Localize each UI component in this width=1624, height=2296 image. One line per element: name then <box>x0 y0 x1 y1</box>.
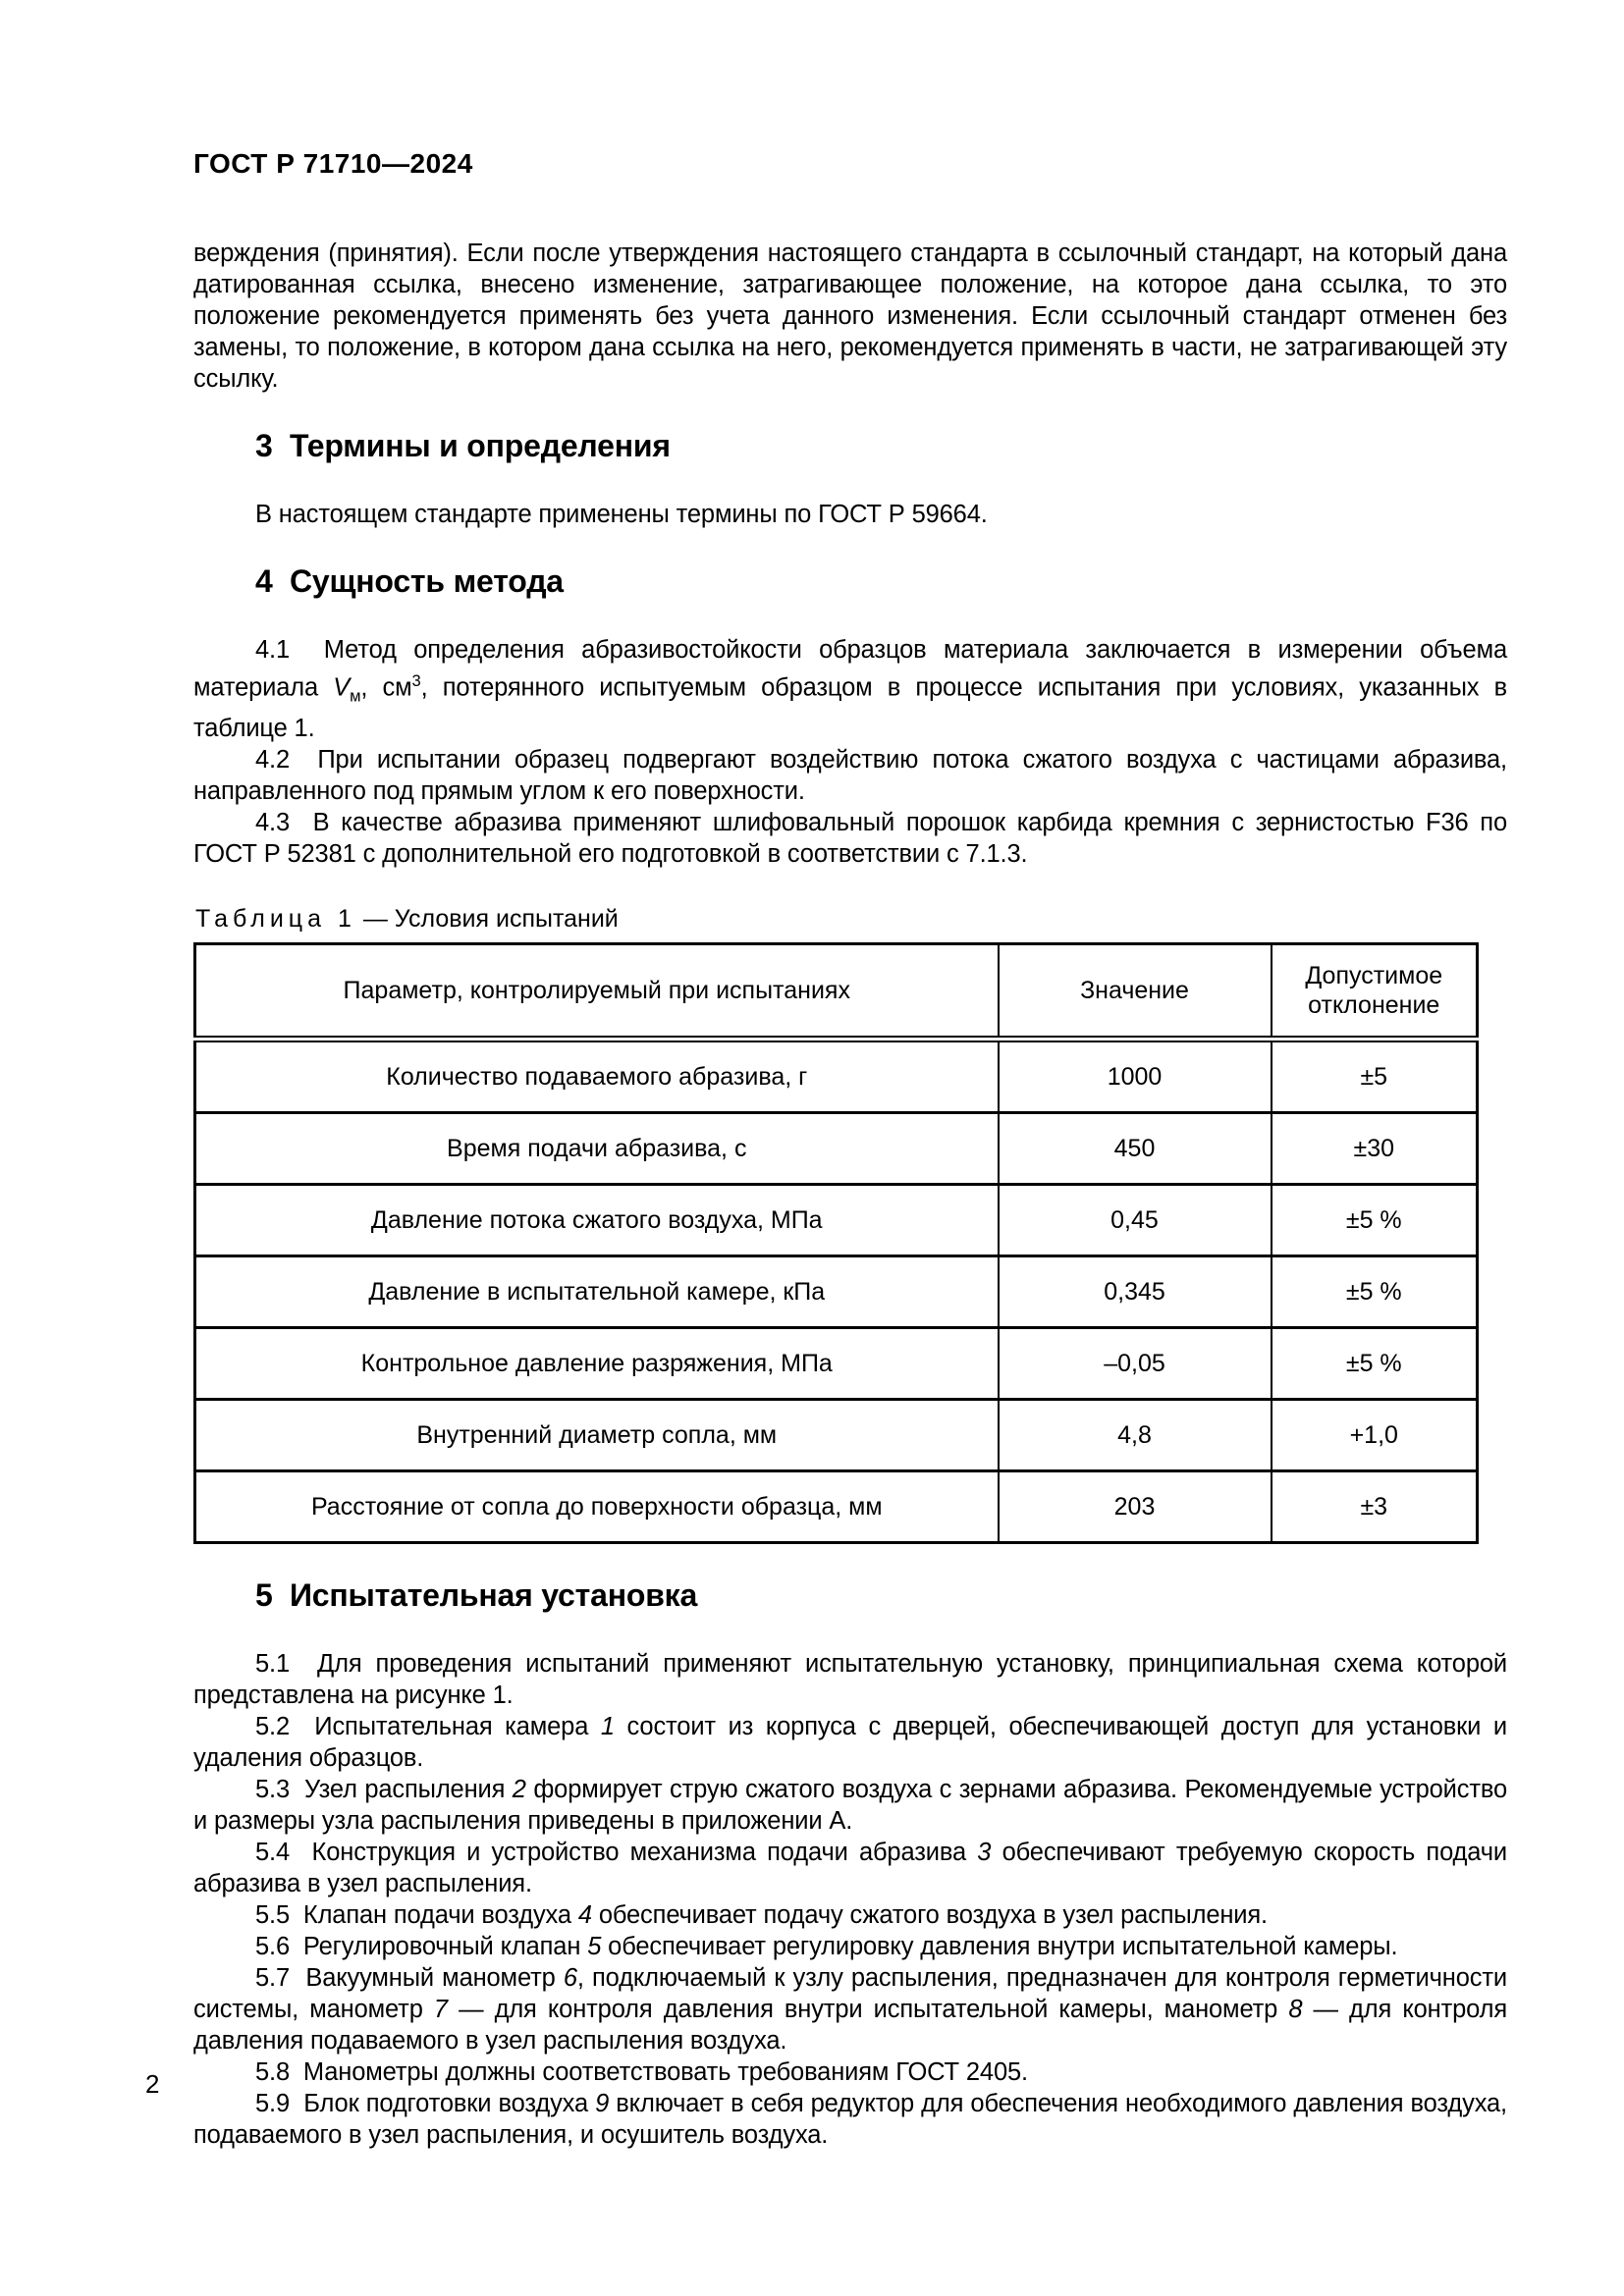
table-1-caption-label: Таблица 1 <box>195 904 356 933</box>
paragraph-4-1 <box>193 634 1507 744</box>
table-cell: 0,345 <box>999 1255 1272 1327</box>
paragraph-5-3 <box>193 1774 1507 1837</box>
table-cell: ±5 % <box>1272 1255 1478 1327</box>
page-number: 2 <box>145 2069 160 2099</box>
table-cell: ±5 % <box>1272 1327 1478 1399</box>
paragraph-5-2 <box>193 1711 1507 1774</box>
paragraph-5-4-text: 5.4 Конструкция и устройство механизма подачи абразива <box>255 1838 978 1866</box>
table-cell: Количество подаваемого абразива, г <box>195 1039 999 1112</box>
paragraph-5-5-text: 5.5 Клапан подачи воздуха <box>255 1900 578 1929</box>
table-cell: Давление в испытательной камере, кПа <box>195 1255 999 1327</box>
paragraph-4-1-text: , см <box>360 673 412 702</box>
paragraph-4-1-text: , потерянного испытуемым образцом в процессе испытания при условиях, указанных в таблице 1. <box>193 673 1507 742</box>
table-cell: ±30 <box>1272 1112 1478 1184</box>
table-row <box>195 1255 1478 1327</box>
table-header-row <box>195 943 1478 1039</box>
table-row <box>195 1399 1478 1470</box>
table-cell: Давление потока сжатого воздуха, МПа <box>195 1184 999 1255</box>
table-cell: Расстояние от сопла до поверхности образца, мм <box>195 1470 999 1542</box>
table-cell: 450 <box>999 1112 1272 1184</box>
callout-5: 5 <box>587 1932 602 1960</box>
table-cell: 1000 <box>999 1039 1272 1112</box>
table-cell: Контрольное давление разряжения, МПа <box>195 1327 999 1399</box>
section-4-heading: 4 Сущность метода <box>255 563 564 599</box>
column-header-tolerance: Допустимое отклонение <box>1272 943 1478 1039</box>
section-5-heading: 5 Испытательная установка <box>255 1576 698 1613</box>
paragraph-5-6-text: 5.6 Регулировочный клапан <box>255 1932 588 1960</box>
paragraph-5-9-text: 5.9 Блок подготовки воздуха <box>255 2089 596 2117</box>
table-cell: Внутренний диаметр сопла, мм <box>195 1399 999 1470</box>
table-row <box>195 1327 1478 1399</box>
table-row <box>195 1112 1478 1184</box>
paragraph-5-1: 5.1 Для проведения испытаний применяют испытательную установку, принципиальная схема которой представлена на рисунке 1. <box>193 1649 1507 1709</box>
callout-3: 3 <box>977 1838 992 1866</box>
table-cell: –0,05 <box>999 1327 1272 1399</box>
paragraph-5-5-text: обеспечивает подачу сжатого воздуха в узел распыления. <box>591 1900 1268 1929</box>
paragraph-5-7-text: — для контроля давления подаваемого в узел распыления воздуха. <box>193 1995 1508 2055</box>
column-header-value: Значение <box>999 943 1272 1039</box>
variable-v: V <box>333 673 351 702</box>
variable-v-subscript: м <box>350 686 361 706</box>
section-3-heading: 3 Термины и определения <box>255 428 671 463</box>
callout-9: 9 <box>595 2089 610 2117</box>
table-cell: 0,45 <box>999 1184 1272 1255</box>
column-header-parameter: Параметр, контролируемый при испытаниях <box>195 943 999 1039</box>
paragraph-5-9-text: включает в себя редуктор для обеспечения необходимого давления воздуха, подаваемого в узел распыления, и осушитель воздуха. <box>193 2089 1507 2149</box>
table-cell: ±3 <box>1272 1470 1478 1542</box>
paragraph-5-6 <box>193 1931 1507 1962</box>
table-cell: ±5 <box>1272 1039 1478 1112</box>
paragraph-4-2: 4.2 При испытании образец подвергают воздействию потока сжатого воздуха с частицами абразива, направленного под прямым углом к его поверхности. <box>193 745 1507 805</box>
table-cell: 203 <box>999 1470 1272 1542</box>
table-cell: Время подачи абразива, с <box>195 1112 999 1184</box>
callout-4: 4 <box>577 1900 592 1929</box>
paragraph-5-9 <box>193 2088 1507 2151</box>
table-cell: ±5 % <box>1272 1184 1478 1255</box>
paragraph-5-3-text: 5.3 Узел распыления <box>255 1775 513 1803</box>
table-cell: +1,0 <box>1272 1399 1478 1470</box>
paragraph-5-6-text: обеспечивает регулировку давления внутри испытательной камеры. <box>601 1932 1398 1960</box>
document-header: ГОСТ Р 71710—2024 <box>193 148 473 179</box>
paragraph-5-4 <box>193 1837 1507 1899</box>
table-1-caption <box>195 905 1507 934</box>
table-row <box>195 1470 1478 1542</box>
paragraph-4-3: 4.3 В качестве абразива применяют шлифовальный порошок карбида кремния с зернистостью F36 по ГОСТ Р 52381 с дополнительной его подготовкой в соответствии с 7.1.3. <box>193 808 1507 868</box>
table-1-test-conditions <box>193 942 1479 1544</box>
paragraph-5-7-text: 5.7 Вакуумный манометр <box>255 1963 564 1992</box>
table-cell: 4,8 <box>999 1399 1272 1470</box>
table-row <box>195 1184 1478 1255</box>
callout-6: 6 <box>563 1963 577 1992</box>
paragraph-5-3-text: формирует струю сжатого воздуха с зернами абразива. Рекомендуемые устройство и размеры узла распыления приведены в приложении А. <box>193 1775 1507 1835</box>
callout-7: 7 <box>433 1995 448 2023</box>
callout-8: 8 <box>1288 1995 1303 2023</box>
paragraph-5-4-text: обеспечивают требуемую скорость подачи абразива в узел распыления. <box>193 1838 1507 1897</box>
paragraph-5-2-text: состоит из корпуса с дверцей, обеспечивающей доступ для установки и удаления образцов. <box>193 1712 1507 1772</box>
callout-2: 2 <box>512 1775 526 1803</box>
table-row <box>195 1039 1478 1112</box>
table-1-caption-title: — Условия испытаний <box>355 904 619 933</box>
cubic-superscript: 3 <box>411 671 421 690</box>
paragraph-5-8: 5.8 Манометры должны соответствовать требованиям ГОСТ 2405. <box>255 2057 1028 2086</box>
paragraph-5-7-text: — для контроля давления внутри испытательной камеры, манометр <box>447 1995 1289 2023</box>
callout-1: 1 <box>600 1712 615 1740</box>
paragraph-4-1-text: 4.1 Метод определения абразивостойкости образцов материала заключается в измерении объема материала <box>193 636 1507 702</box>
paragraph-5-7 <box>193 1962 1507 2056</box>
paragraph-5-7-text: , подключаемый к узлу распыления, предназначен для контроля герметичности системы, манометр <box>193 1963 1507 2023</box>
paragraph-3-1: В настоящем стандарте применены термины по ГОСТ Р 59664. <box>255 501 988 528</box>
paragraph-5-5 <box>193 1899 1507 1931</box>
intro-paragraph: верждения (принятия). Если после утверждения настоящего стандарта в ссылочный стандарт, на который дана датированная ссылка, внесено изменение, затрагивающее положение, на которое дана ссылка, то это положение рекомендуется применять без учета данного изменения. Если ссылочный стандарт отменен без замены, то положение, в котором дана ссылка на него, рекомендуется применять в части, не затрагивающей эту ссылку. <box>193 240 1507 393</box>
paragraph-5-2-text: 5.2 Испытательная камера <box>255 1712 601 1740</box>
